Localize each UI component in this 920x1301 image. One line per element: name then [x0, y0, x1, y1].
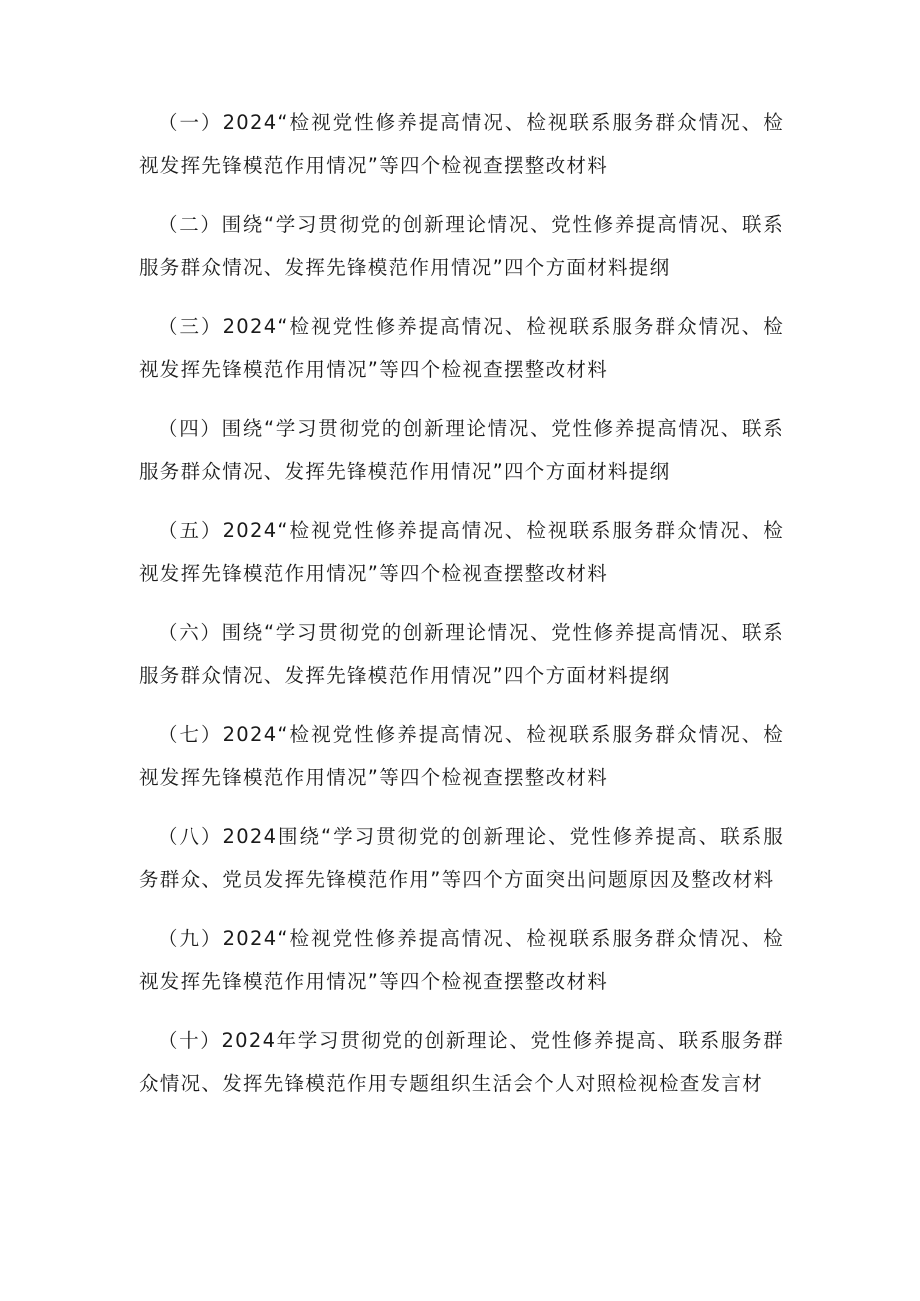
list-item: （十）2024年学习贯彻党的创新理论、党性修养提高、联系服务群众情况、发挥先锋模范作用专题组织生活会个人对照检视检查发言材 [139, 1029, 784, 1095]
list-item: （五）2024“检视党性修养提高情况、检视联系服务群众情况、检视发挥先锋模范作用情况”等四个检视查摆整改材料 [139, 519, 784, 585]
list-item: （六）围绕“学习贯彻党的创新理论情况、党性修养提高情况、联系服务群众情况、发挥先锋模范作用情况”四个方面材料提纲 [139, 621, 784, 687]
list-item: （二）围绕“学习贯彻党的创新理论情况、党性修养提高情况、联系服务群众情况、发挥先锋模范作用情况”四个方面材料提纲 [139, 213, 784, 279]
list-item: （九）2024“检视党性修养提高情况、检视联系服务群众情况、检视发挥先锋模范作用情况”等四个检视查摆整改材料 [139, 927, 784, 993]
list-item: （一）2024“检视党性修养提高情况、检视联系服务群众情况、检视发挥先锋模范作用情况”等四个检视查摆整改材料 [139, 111, 784, 177]
list-item: （七）2024“检视党性修养提高情况、检视联系服务群众情况、检视发挥先锋模范作用情况”等四个检视查摆整改材料 [139, 723, 784, 789]
list-item: （四）围绕“学习贯彻党的创新理论情况、党性修养提高情况、联系服务群众情况、发挥先锋模范作用情况”四个方面材料提纲 [139, 417, 784, 483]
list-item: （八）2024围绕“学习贯彻党的创新理论、党性修养提高、联系服务群众、党员发挥先锋模范作用”等四个方面突出问题原因及整改材料 [139, 825, 784, 891]
list-item: （三）2024“检视党性修养提高情况、检视联系服务群众情况、检视发挥先锋模范作用情况”等四个检视查摆整改材料 [139, 315, 784, 381]
item-list [139, 102, 784, 1122]
